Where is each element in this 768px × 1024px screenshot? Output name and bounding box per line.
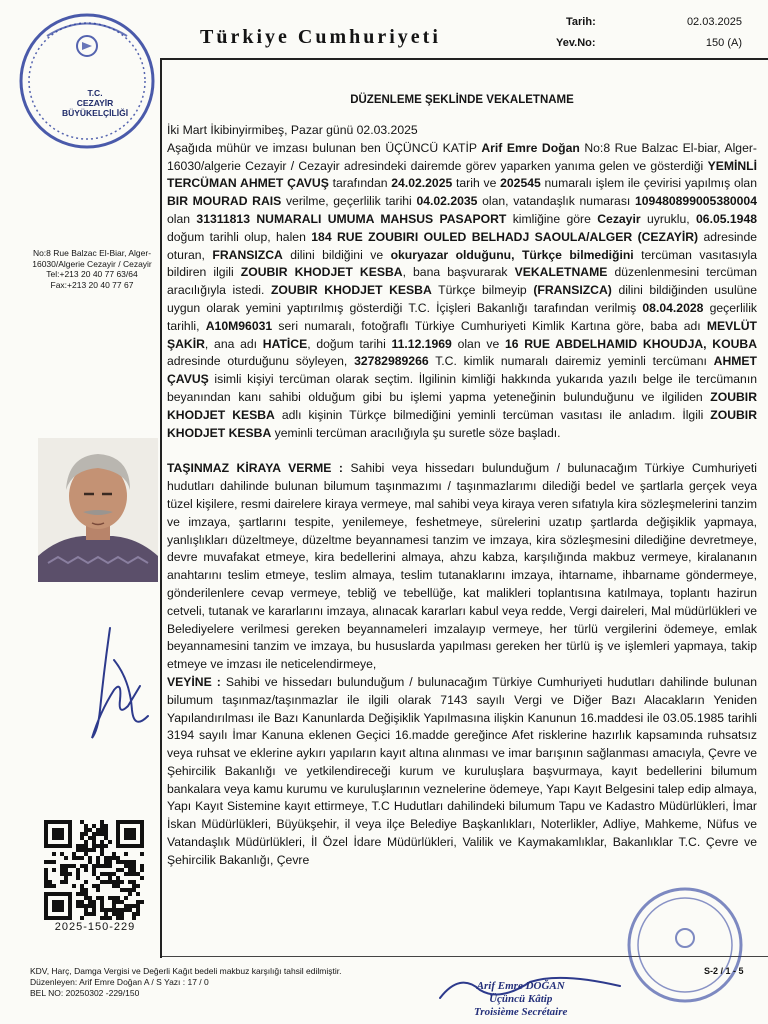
paragraph-veyine — [167, 674, 757, 870]
intro-run: okuryazar olduğunu, Türkçe bilmediğini — [390, 247, 634, 262]
intro-run: tercüman vasıtasıyla bildiren ilgili — [167, 247, 757, 280]
intro-run: 06.05.1948 — [696, 211, 758, 226]
intro-run: isimli kişiyi tercüman olarak seçtim. İlgilinin kimliği hakkında yukarıda yazılı belge ile tercümanın beyanından kanı sahibi olduğum gibi bu işlemi yapma yeteneğinin bulunduğunu ve ilgiliden — [167, 372, 757, 404]
intro-run: ZOUBIR KHODJET KESBA — [167, 389, 757, 422]
intro-run: geçerlilik tarihli, — [167, 300, 757, 333]
intro-run: No:8 Rue Balzac El-biar, Alger-16030/algerie Cezayir / Cezayir adresindeki dairemde görev yaparken yanıma gelen ve gösterdiği — [167, 140, 757, 173]
intro-run: yeminli tercüman aracılığıyla şu suretle söze başladı. — [271, 425, 561, 440]
signer-block — [474, 980, 567, 1019]
section-text: Sahibi veya hissedarı bulunduğum / bulunacağım Türkiye Cumhuriyeti hudutları dahilinde bulunan bilumum taşınmazımı / taşınmazlarımı dilediği bedel ve şartlarla gerçek veya tüzel kişilere, resmi dairelere kiraya vermeye, mal sahibi veya kiraya veren sıfatıyla kira sözleşmelerini tanzim ve imzaya, şartlarını tespite, yenilemeye, feshetmeye, sürelerini uzatıp şartlarda değişiklik yapmaya, yanlışlıkları düzeltmeye, düzeltme beyannamesi tanzim ve imzaya, kira sözleşmesini dilediğine devretmeye, devre muvafakat etmeye, kira bedellerini almaya, ahzu kabza, karşılığında makbuz vermeye, kiralananın anahtarını teslim etmeye, teslim almaya, teslim tutanaklarını imzaya, ihtarname, ihbarname göndermeye, gönderilenlere cevap vermeye, tebliğ ve tebellüğe, kat malikleri toplantısına katılmaya, toplantı hazirun cetveli, tutanak ve kararlarını imzaya, alınacak kararları kabul veya redde, Vergi daireleri, Mal müdürlükleri ve Belediyelere verilmesi gereken beyannameleri imzalayıp vermeye, her türlü vergilerini ödemeye, emlak beyannamesini tanzim ve imzaya, bu hususlarda yapılması gereken her türlü iş ve işlemleri yapmaya, takip etmeye ve imzası ile neticelendirmeye, — [167, 461, 757, 672]
address-lines: No:8 Rue Balzac El-Biar, Alger-16030/Algerie Cezayir / Cezayir — [32, 248, 152, 269]
intro-run: BIR MOURAD RAIS — [167, 194, 282, 209]
embassy-seal-icon — [12, 6, 162, 156]
intro-run: kimliğine göre — [506, 211, 598, 226]
intro-run: adlı kişinin Türkçe bilmediğini yeminli tercüman vasıtası ile anladım. İlgili — [274, 407, 711, 422]
intro-run: adresinde oturan, — [167, 229, 758, 262]
qr-code-icon — [44, 820, 144, 920]
intro-run: dilini bildiğinden usulüne uygun olarak yemini yaptırılmış gösterdiği T.C. İçişleri Bakanlığı tarafından verilmiş — [167, 283, 757, 315]
intro-run: HATİCE — [262, 336, 308, 351]
signer-title-tr: Üçüncü Kâtip — [489, 993, 553, 1005]
applicant-photo — [38, 438, 158, 582]
intro-run: 184 RUE ZOUBIRI OULED BELHADJ SAOULA/ALGER (CEZAYİR) — [311, 229, 699, 244]
yev-value: 150 (A) — [705, 37, 742, 49]
prepared-by: Düzenleyen: Arif Emre Doğan A / S Yazı : 17 / 0 — [30, 977, 209, 987]
yev-label: Yev.No: — [556, 37, 596, 49]
embassy-address — [32, 248, 152, 290]
intro-run: ZOUBIR KHODJET KESBA — [167, 407, 757, 440]
frame-top-rule — [160, 58, 768, 60]
section-title: TAŞINMAZ KİRAYA VERME : — [167, 461, 343, 476]
date-label: Tarih: — [566, 16, 596, 28]
date-line: İki Mart İkibinyirmibeş, Pazar günü 02.03.2025 — [167, 123, 418, 137]
signer-name: Arif Emre DOĞAN — [476, 980, 565, 992]
intro-run: 202545 — [500, 176, 541, 191]
intro-run: YEMİNLİ TERCÜMAN AHMET ÇAVUŞ — [167, 158, 757, 191]
fax-number: Fax:+213 20 40 77 67 — [50, 279, 134, 290]
stamp-left-text: T.C. CEZAYİR BÜYÜKELÇİLİĞİ — [61, 88, 129, 118]
signature-left-icon — [70, 620, 160, 750]
footer — [30, 966, 341, 999]
intro-run: Arif Emre Doğan — [481, 140, 580, 155]
intro-run: AHMET ÇAVUŞ — [167, 354, 757, 387]
date-value: 02.03.2025 — [686, 16, 742, 28]
intro-run: uyruklu, — [640, 211, 697, 226]
section-text: Sahibi ve hissedarı bulunduğum / bulunacağım Türkiye Cumhuriyeti hudutları dahilinde bulunan bilumum taşınmaz/taşınmazlar ile ilgili olarak 7143 sayılı Vergi ve Diğer Bazı Alacakların Yeniden Yapılandırılması ile Bazı Kanunlarda Değişiklik Yapılmasına ilişkin Kanunun 16.maddesi ile 03.05.1985 tarihli 3194 sayılı İmar Kanuna eklenen Geçici 16.madde gereğince Afet risklerine hazırlık kapsamında ruhsatsız veya ruhsat ve eklerine aykırı yapıların kayıt altına alınması ve imar barışının sağlanması amacıyla, Çevre ve Şehircilik Bakanlığı ve yetkilendireceği kurum ve kuruluşlara başvurmaya, kayıt bedellerini bilumum bankalara veya kamu kurumu ve kuruluşlarının veznelerine ödemeye, Yapı Kayıt Belgesini talep edip almaya, Yapı Kayıt Sistemine kayıt ettirmeye, T.C Hudutları dahilindeki bilumum Tapu ve Kadastro Müdürlükleri, İmar İskan Müdürlükleri, Büyükşehir, il veya ilçe Belediye Başkanlıkları, Noterlikler, Adliye, Mahkeme, Nüfus ve Vatandaşlık Müdürlükleri, İl Özel İdare Müdürlükleri, Valilik ve Kaymakamlıklar, Bakanlıklar T.C. Çevre ve Şehircilik Bakanlığı, Çevre — [167, 674, 757, 867]
intro-run: 109480899005380004 — [634, 194, 757, 209]
intro-run: T.C. kimlik numaralı dairemiz yeminli tercümanı — [428, 354, 714, 369]
bel-number: BEL NO: 20250302 -229/150 — [30, 988, 140, 998]
intro-run: düzenlenmesini tercüman aracılığıyla istedi. — [167, 265, 758, 298]
intro-run: tarafından — [328, 176, 392, 191]
intro-run: olan, vatandaşlık numarası — [477, 194, 635, 209]
intro-run: seri numaralı, fotoğraflı Türkiye Cumhuriyeti Kimlik Kartına göre, baba adı — [272, 318, 707, 333]
intro-run: Cezayir — [597, 211, 641, 226]
intro-run: olan ve — [451, 336, 505, 351]
intro-run: 04.02.2035 — [416, 194, 478, 209]
intro-run: 24.02.2025 — [391, 176, 453, 191]
intro-run: 32782989266 — [354, 354, 429, 369]
intro-run: doğum tarihli olup, halen — [167, 229, 312, 244]
intro-run: FRANSIZCA — [212, 247, 283, 262]
intro-run: A10M96031 — [205, 318, 273, 333]
header-title: Türkiye Cumhuriyeti — [200, 26, 441, 48]
intro-run: MEVLÜT ŞAKİR — [167, 318, 757, 351]
phone-number: Tel:+213 20 40 77 63/64 — [46, 269, 138, 279]
signer-title-fr: Troisième Secrétaire — [474, 1006, 568, 1018]
intro-run: ZOUBIR KHODJET KESBA — [240, 265, 403, 280]
intro-run: olan — [167, 211, 197, 226]
section-title: VEYİNE : — [167, 674, 221, 689]
intro-run: 16 RUE ABDELHAMID KHOUDJA, KOUBA — [504, 336, 757, 351]
intro-run: tarih ve — [452, 176, 501, 191]
intro-run: 08.04.2028 — [642, 300, 704, 315]
qr-code-number: 2025-150-229 — [54, 921, 136, 933]
intro-run: ZOUBIR KHODJET KESBA — [270, 283, 432, 298]
paragraph-tasinmaz — [167, 460, 757, 674]
frame-left-rule — [160, 58, 162, 958]
intro-run: numaralı işlem ile çevirisi yapılmış olan — [540, 176, 757, 191]
official-stamp-icon — [620, 880, 750, 1010]
document-body — [167, 122, 757, 870]
intro-run: , ana adı — [204, 336, 263, 351]
intro-run: Türkçe bilmeyip — [431, 283, 534, 298]
intro-run: VEKALETNAME — [514, 265, 608, 280]
intro-run: 31311813 NUMARALI UMUMA MAHSUS PASAPORT — [196, 211, 507, 226]
fee-note: KDV, Harç, Damga Vergisi ve Değerli Kağıt bedeli makbuz karşılığı tahsil edilmiştir. — [30, 966, 342, 976]
intro-run: , doğum tarihi — [307, 336, 392, 351]
intro-run: , bana başvurarak — [402, 265, 515, 280]
intro-run: (FRANSIZCA) — [533, 283, 612, 298]
document-heading: DÜZENLEME ŞEKLİNDE VEKALETNAME — [350, 94, 574, 106]
intro-run: dilini bildiğini ve — [282, 247, 391, 262]
intro-run: adresinde oturduğunu söyleyen, — [167, 354, 355, 369]
intro-run: Aşağıda mühür ve imzası bulunan ben ÜÇÜNCÜ KATİP — [167, 140, 482, 155]
intro-run: verilme, geçerlilik tarihi — [281, 194, 417, 209]
intro-paragraph — [167, 140, 757, 443]
intro-run: 11.12.1969 — [391, 336, 452, 351]
page-number: S-2 / 1 - 5 — [704, 966, 744, 976]
